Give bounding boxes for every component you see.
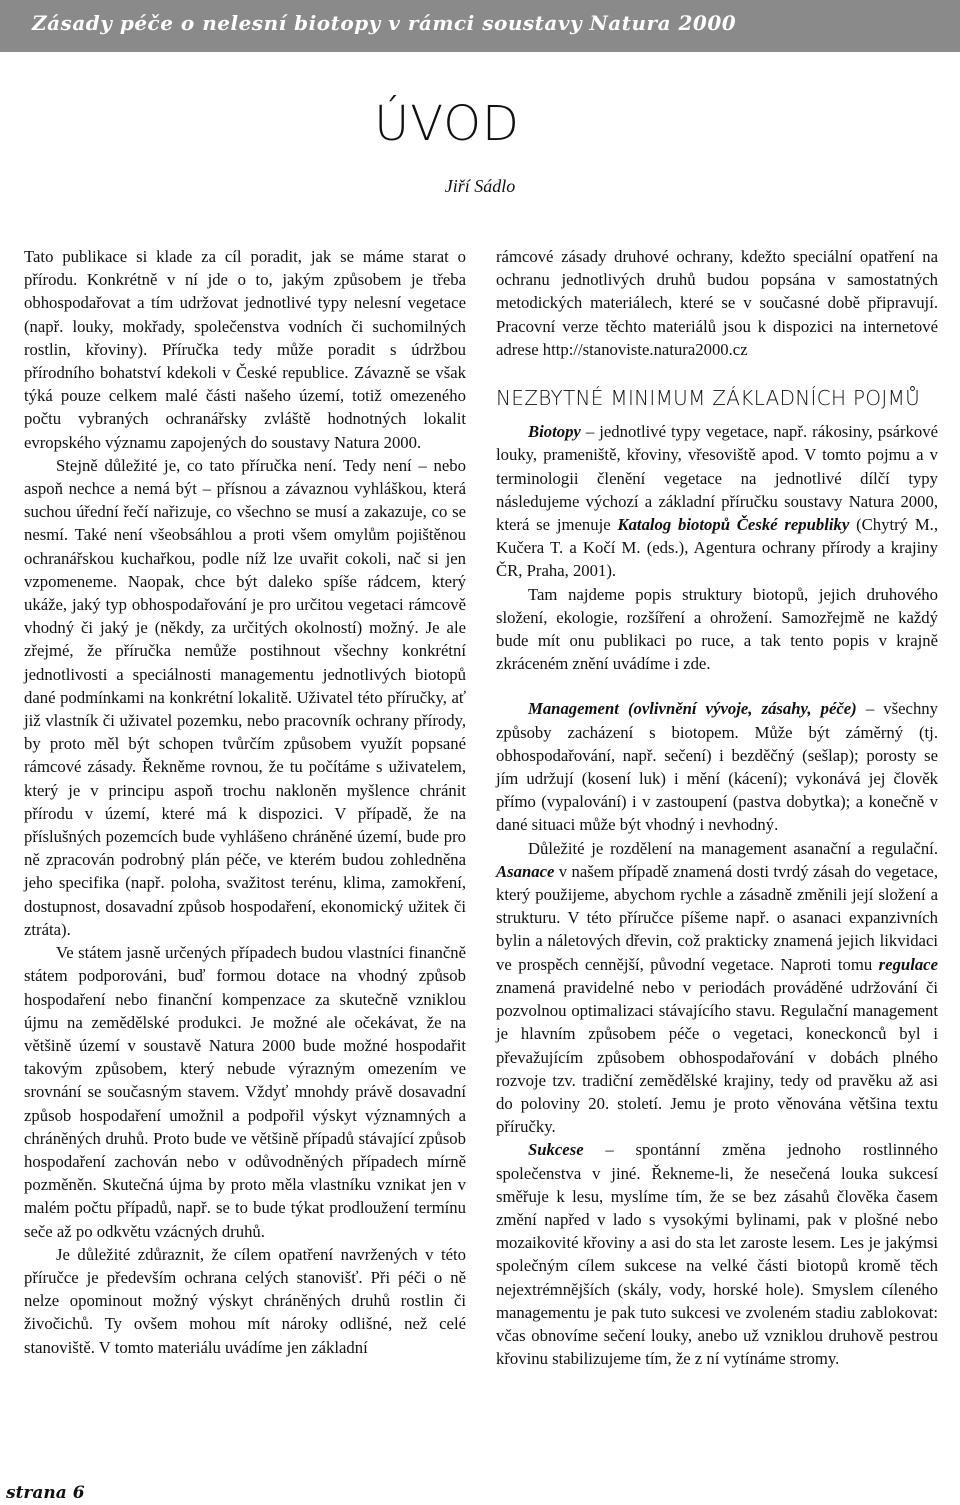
- paragraph: rámcové zásady druhové ochrany, kdežto speciální opatření na ochranu jednotlivých druhů budou popsána v samostatných metodických materiálech, které se v současné době připravují. Pracovní verze těchto materiálů jsou k dispozici na internetové adrese http://stanoviste.natura2000.cz: [496, 247, 938, 359]
- book-title: Katalog biotopů České republiky: [617, 515, 850, 535]
- author: Jiří Sádlo: [444, 176, 516, 196]
- paragraph: Tam najdeme popis struktury biotopů, jejich druhového složení, ekologie, rozšíření a ohrožení. Samozřejmě ne každý bude mít onu publikaci po ruce, a tak tento popis v krajně zkráceném znění uvádíme i zde.: [496, 584, 938, 674]
- paragraph: Tato publikace si klade za cíl poradit, jak se máme starat o přírodu. Konkrétně v ní jde o to, jakým způsobem je třeba obhospodařovat a tím udržovat jednotlivé typy nelesní vegetace (např. louky, mokřady, společenstva vodních či suchomilných rostlin, křoviny). Příručka tedy může poradit s údržbou přírodního bohatství kdekoli v České republice. Závazně se však týká pouze celkem malé části našeho území, totiž omezeného počtu vybraných ochranářsky zvláště hodnotných lokalit evropského významu zapojených do soustavy Natura 2000.: [24, 247, 466, 452]
- term: Asanace: [496, 861, 555, 881]
- paragraph: Je důležité zdůraznit, že cílem opatření navržených v této příručce je především ochrana celých stanovišť. Při péči o ně nelze opominout možný výskyt chráněných druhů rostlin či živočichů. Ty ovšem mohou mít nároky odlišné, než celé stanoviště. V tomto materiálu uvádíme jen základní: [24, 1244, 466, 1357]
- definition-text: – jednotlivé typy vegetace, např. rákosiny, psárkové louky, prameniště, křoviny, vřesoviště apod. V tomto pojmu a v terminologii členění vegetace na jednotlivé dílčí typy následujeme výchozí a základní příručku soustavy Natura 2000, která se jmenuje: [496, 422, 938, 535]
- paragraph: Stejně důležité je, co tato příručka není. Tedy není – nebo aspoň nechce a nemá být – přísnou a závaznou vyhláškou, která suchou úřední řečí nařizuje, co všechno se musí a zakazuje, co se nesmí. Také není všeobsáhlou a proti všem omylům pojištěnou ochranářskou kuchařkou, podle níž lze uvařit cokoli, nač si jen vzpomeneme. Naopak, chce být daleko spíše rádcem, který ukáže, jaký typ obhospodařování je pro určitou vegetaci rámcově vhodný či jaký je (někdy, za určitých okolností) možný. Je ale zřejmé, že příručka nemůže postihnout všechny konkrétní jednotlivosti a speciálnosti managementu jednotlivých biotopů dané podmínkami na konkrétní lokalitě. Uživatel této příručky, ať již vlastník či uživatel pozemku, nebo pracovník ochrany přírody, by proto měl být schopen tvůrčím způsobem využít popsané rámcové zásady. Řekněme rovnou, že tu počítáme s uživatelem, který je v principu aspoň trochu nakloněn myšlence chránit přírodu v území, které má k dispozici. V případě, že na příslušných pozemcích bude vyhlášeno chráněné území, bude pro ně zpracován podrobný plán péče, ve kterém budou zohledněna jeho specifika (např. poloha, svažitost terénu, klima, zamokření, dostupnost, dosavadní způsob hospodaření, ekonomický užitek či ztráta).: [24, 455, 466, 939]
- term: regulace: [878, 954, 938, 974]
- definition-asanace: [496, 837, 938, 1139]
- section-heading: NEZBYTNÉ MINIMUM ZÁKLADNÍCH POJMŮ: [496, 386, 921, 411]
- definition-text: znamená pravidelné nebo v periodách prováděné udržování či pozvolnou optimalizaci stávajícího stavu. Regulační management je hlavním způsobem péče o vegetaci, koneckonců byl i převažujícím způsobem obhospodařování v dobách plného rozvoje tzv. tradiční zemědělské krajiny, tedy od pravěku až asi do poloviny 20. století. Jemu je proto věnována většina textu příručky.: [496, 977, 938, 1137]
- page-number: strana 6: [6, 1483, 85, 1503]
- term: Management (ovlivnění vývoje, zásahy, péče): [528, 699, 857, 719]
- definition-management: [496, 697, 938, 836]
- definition-text: – spontánní změna jednoho rostlinného společenstva v jiné. Řekneme-li, že nesečená louka sukcesí směřuje k lesu, myslíme tím, že se bez zásahů člověka časem změní napřed v lado s vysokými bylinami, pak v plošné nebo mozaikovité křoviny a asi do sta let zaroste lesem. Les je jakýmsi společným cílem sukcese na velké části biotopů kromě těch nejextrémnějších (skály, vody, horské hole). Smyslem cíleného managementu je pak tuto sukcesi ve zvoleném stadiu zablokovat: včas obnovíme sečení louky, anebo už vzniklou druhově pestrou křovinu stabilizujeme tím, že z ní vytínáme stromy.: [496, 1140, 938, 1369]
- header-bar: [0, 0, 960, 52]
- definition-text: – všechny způsoby zacházení s biotopem. Může být záměrný (tj. obhospodařování, např. sečení) i bezděčný (sešlap); porosty se jím udržují (kosení luk) i mění (kácení); vykonává jej člověk přímo (vypalování) i v zastoupení (pastva dobytka); a konečně v dané situaci může být vhodný i nevhodný.: [496, 699, 938, 835]
- definition-text: Důležité je rozdělení na management asanační a regulační.: [528, 838, 938, 858]
- definition-biotopy: [496, 420, 938, 582]
- definition-sukcese: [496, 1138, 938, 1370]
- header-title: Zásady péče o nelesní biotopy v rámci soustavy Natura 2000: [32, 11, 737, 35]
- definition-text: (Chytrý M., Kučera T. a Kočí M. (eds.), Agentura ochrany přírody a krajiny ČR, Praha, 2001).: [496, 515, 938, 581]
- term: Sukcese: [528, 1140, 584, 1160]
- paragraph: Ve státem jasně určených případech budou vlastníci finančně státem podporováni, buď formou dotace na vhodný způsob hospodaření nebo finanční kompenzace za skutečně vzniklou újmu na zemědělské produkci. Je možné ale očekávat, že na většině území v soustavě Natura 2000 bude možné hospodařit takovým způsobem, který nebude výrazným omezením ve srovnání se současným stavem. Vždyť mnohdy právě dosavadní způsob hospodaření umožnil a podpořil výskyt významných a chráněných druhů. Proto bude ve většině případů stávající způsob hospodaření zachován nebo v odůvodněných případech mírně pozměněn. Skutečná újma by proto měla vlastníku vznikat jen v malém počtu případů, např. se to bude týkat prodloužení termínu seče až po odkvětu vzácných druhů.: [24, 943, 466, 1241]
- page-title: ÚVOD: [374, 96, 520, 152]
- left-column: [24, 245, 466, 1359]
- definition-text: v našem případě znamená dosti tvrdý zásah do vegetace, který použijeme, abychom rychle a zásadně změnili její složení a strukturu. V této příručce píšeme např. o asanaci expanzivních bylin a náletových dřevin, což prakticky znamená jejich likvidaci ve prospěch cennější, původní vegetace. Naproti tomu: [496, 861, 938, 974]
- right-column: [496, 245, 938, 1370]
- term: Biotopy: [528, 422, 581, 442]
